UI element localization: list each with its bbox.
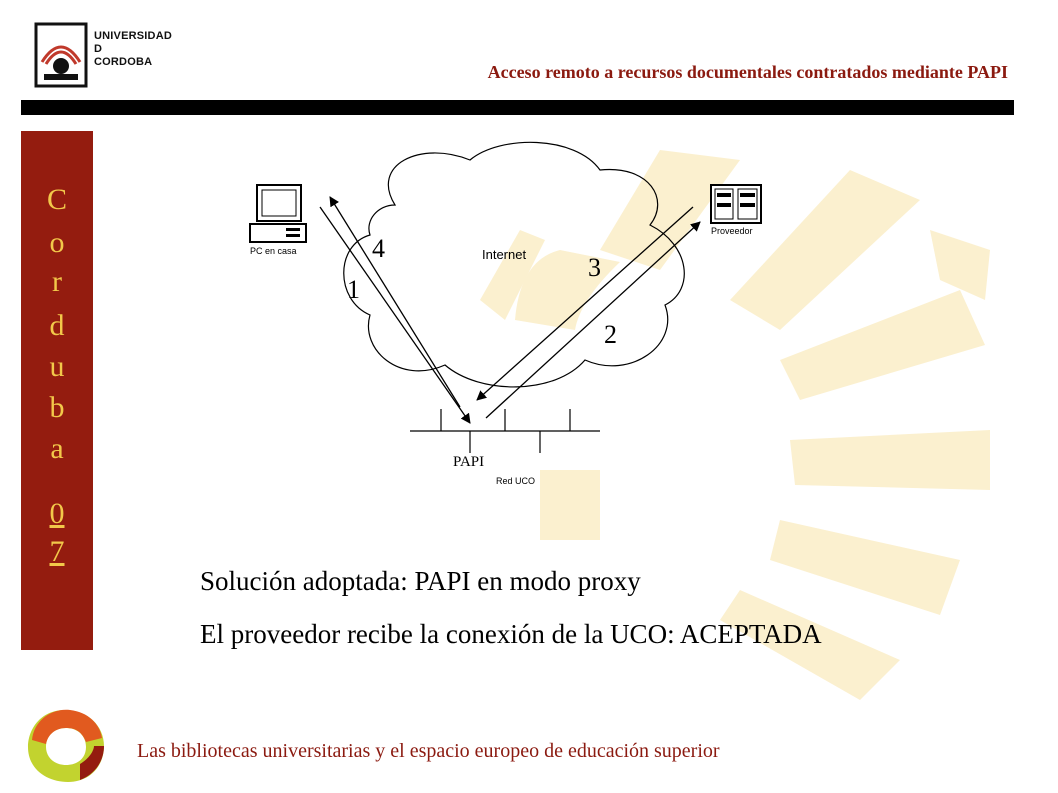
conference-logo <box>20 702 110 787</box>
arrow-3 <box>477 207 693 400</box>
arrow-label-4: 4 <box>372 234 385 263</box>
vertical-letter: a <box>50 432 64 465</box>
vertical-letter: b <box>49 391 65 424</box>
vertical-digit: 7 <box>49 535 65 568</box>
arrow-1 <box>320 207 470 423</box>
provider-server-icon <box>711 185 761 223</box>
arrow-label-2: 2 <box>604 320 617 349</box>
vertical-letter: u <box>49 350 65 383</box>
result-text: El proveedor recibe la conexión de la UCO: ACEPTADA <box>200 619 822 649</box>
vertical-letter: r <box>52 265 62 298</box>
solution-text: Solución adoptada: PAPI en modo proxy <box>200 566 641 596</box>
logo-line-2: D <box>94 43 103 55</box>
arrow-label-3: 3 <box>588 253 601 282</box>
network-label: Red UCO <box>496 476 536 486</box>
internet-cloud <box>344 142 685 387</box>
uco-network-bus <box>410 409 600 453</box>
provider-label: Proveedor <box>711 226 753 236</box>
footer-text: Las bibliotecas universitarias y el espacio europeo de educación superior <box>137 740 720 762</box>
logo-line-3: CORDOBA <box>94 56 153 68</box>
vertical-letter: d <box>49 309 65 342</box>
papi-label: PAPI <box>453 454 485 470</box>
pc-computer-icon <box>250 185 306 242</box>
arrow-label-1: 1 <box>347 275 360 304</box>
pc-label: PC en casa <box>250 246 297 256</box>
slide-title: Acceso remoto a recursos documentales contratados mediante PAPI <box>487 62 1008 82</box>
logo-line-1: UNIVERSIDAD <box>94 30 172 42</box>
vertical-digit: 0 <box>49 497 65 530</box>
cloud-label: Internet <box>482 247 527 262</box>
vertical-letter: C <box>46 183 67 216</box>
vertical-letter: o <box>49 226 65 259</box>
